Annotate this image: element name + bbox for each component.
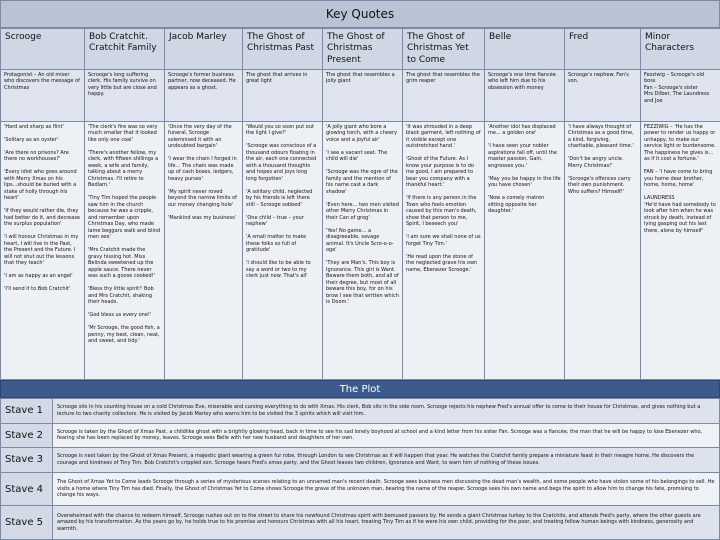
- column-header: The Ghost of Christmas Yet to Come: [403, 29, 485, 70]
- role-cell: Scrooge's former business partner, now deceased. He appears as a ghost.: [168, 71, 236, 91]
- role-cell: Protagonist – An old miser who discovers the message of Christmas: [4, 71, 80, 91]
- stave-summary: Scrooge sits in his counting house on a cold Christmas Eve, miserable and cursing everything to do with Xmas. His clerk, Bob sits in the side room. Scrooge rejects his nephew Fred's annual offer to come to their house for Christmas, and gives nothing but a lecture to two charity collectors. He is visited by Jacob Marley who warns him to be visited the 3 spirits which will visit him.: [53, 399, 720, 424]
- stave-row: [1, 506, 720, 540]
- column-header: Scrooge: [1, 29, 85, 70]
- page-title: Key Quotes: [0, 0, 720, 28]
- key-quotes-table: [0, 28, 720, 380]
- quotes-row: [1, 121, 720, 379]
- quotes-cell: 'I have always thought of Christmas as a good time, a kind, forgiving, charitable, pleasant time.' 'Don't be angry uncle. Merry Christmas!' 'Scrooge's offences carry their own punishment. Who suffers? Himself!': [568, 123, 634, 195]
- stave-label: Stave 5: [1, 506, 53, 540]
- column-header: The Ghost of Christmas Past: [243, 29, 323, 70]
- column-header: Belle: [485, 29, 565, 70]
- role-cell: The ghost that resembles the grim reaper: [406, 71, 480, 85]
- stave-summary: Scrooge is taken by the Ghost of Xmas Past, a childlike ghost with a brightly glowing head, back in time to see his sad lonely boyhood at school and a kind letter from his sister Fan. Scrooge was a fiancée, the man that he will be happy to lose Ebenezer who, fearing she has been replaced by money, leaves. Scrooge sees Belle with her new husband and daughters of her own.: [53, 423, 720, 448]
- plot-table: [0, 398, 720, 540]
- role-cell: Fezziwig – Scrooge's old boss Fan – Scrooge's sister Mrs Dilber, The Laundress and Joe: [644, 71, 710, 104]
- quotes-cell: 'It was shrouded in a deep black garment, left nothing of it visible except one outstretched hand.' 'Ghost of the Future. As I know your purpose is to do me good, I am prepared to bear you company with a thankful heart.' 'If there is any person in the Town who feels emotion caused by this man's death, show that person to me, Spirit, I beseech you' 'I am sure we shall none of us forget Tiny Tim.' 'He read upon the stone of the neglected grave his own name, Ebenezer Scrooge.': [406, 123, 481, 273]
- role-cell: Scrooge's long suffering clerk. His family survive on very little but are close and happy.: [88, 71, 157, 98]
- stave-label: Stave 2: [1, 423, 53, 448]
- quotes-cell: 'Another idol has displaced me... a golden one' 'I have seen your nobler aspirations fall off, until the master passion, Gain, engrosses you.' 'May you be happy in the life you have chosen' 'Now a comely matron sitting opposite her daughter.': [488, 123, 561, 215]
- column-header: Bob Cratchit. Cratchit Family: [85, 29, 165, 70]
- stave-row: [1, 472, 720, 506]
- stave-row: [1, 448, 720, 473]
- column-header: Fred: [565, 29, 641, 70]
- quotes-cell: 'Once the very day of the funeral, Scrooge solemnised it with an undoubted bargain' 'I wear the chain I forged in life... The chain was made up of cash boxes, ledgers, heavy purses' 'My spirit never roved beyond the narrow limits of our money changing hole' 'Mankind was my business': [168, 123, 237, 221]
- stave-label: Stave 4: [1, 472, 53, 506]
- role-row: [1, 69, 720, 121]
- stave-summary: Scrooge is next taken by the Ghost of Xmas Present, a majestic giant wearing a green fur robe, through London to see Christmas as it will happen that year. He watches the Cratchit family prepare a miniature feast in their meagre home. He discovers the courage and kindness of Tiny Tim, Bob Cratchit's crippled son. Scrooge hears Fred's xmas party, and the Ghost leaves two children, Ignorance and Want, to warn him of nothing of these issues.: [53, 448, 720, 473]
- header-row: [1, 29, 720, 70]
- quotes-cell: 'Would you so soon put out the light I give?' 'Scrooge was conscious of a thousand odours floating in the air, each one connected with a thousand thoughts and hopes and joys long long forgotten' 'A solitary child, neglected by his friends is left there still – Scrooge sobbed' 'One child – true – your nephew' 'A small matter to make these folks so full of gratitude' 'I should like to be able to say a word or two to my clerk just now. That's all': [246, 123, 317, 280]
- role-cell: The ghost that arrives in great light: [246, 71, 308, 85]
- column-header: The Ghost of Christmas Present: [323, 29, 403, 70]
- quotes-cell: 'A jolly giant who bore a glowing torch, with a cheery voice and a joyful air' 'I see a vacant seat. The child will die' 'Scrooge was the ogre of the family and the mention of his name cast a dark shadow' 'Even here... two men visited other Merry Christmas in their Can of grog' 'Yes! No game... a disagreeable, savage animal. It's Uncle Scro-o-o-oge' 'They are Man's. This boy is Ignorance. This girl is Want. Beware them both, and all of their degree, but most of all beware this boy, for on his brow I see that written which is Doom.': [326, 123, 399, 306]
- quotes-cell: 'Hard and sharp as flint' 'Solitary as an oyster' 'Are there no prisons? Are there no workhouses?' 'Every idiot who goes around with Merry Xmas on his lips...should be buried with a stake of holly through his heart' 'If they would rather die, they had better do it, and decrease the surplus population' 'I will honour Christmas in my heart, I will live in the Past, the Present and the Future. I will not shut out the lessons that they teach' 'I am as happy as an angel' 'I'll send it to Bob Cratchit': [4, 123, 81, 293]
- quotes-cell: 'The clerk's fire was so very much smaller that it looked like only one coal' 'There's another fellow, my clerk, with fifteen shillings a week, a wife and family, talking about a merry Christmas. I'll retire to Bedlam.' 'Tiny Tim hoped the people saw him in the church because he was a cripple, and remember upon Christmas Day, who made lame beggars walk and blind men see' 'Mrs Cratchit made the gravy hissing hot. Miss Belinda sweetened up the apple sauce. There never was such a goose cooked!' 'Bless thy little spirit!' Bob and Mrs Cratchit, shaking their heads. 'God bless us every one!' 'Mr Scrooge, the good fish, a penny, my best, clean, neat, and sweet, and tidy.': [88, 123, 161, 345]
- column-header: Jacob Marley: [165, 29, 243, 70]
- stave-row: [1, 399, 720, 424]
- stave-summary: Overwhelmed with the chance to redeem himself, Scrooge rushes out on to the street to share his newfound Christmas spirit with bemused passers by. He sends a giant Christmas turkey to the Cratchits, and attends Fred's party, where the other guests are amazed by his transformation. As the years go by, he holds true to his promise and honours Christmas with all his heart, treating Tiny Tim as if he were his own child, providing for the poor, and treating fellow human beings with kindness, generosity and warmth.: [53, 506, 720, 540]
- quotes-cell: FEZZIWIG – 'He has the power to render us happy or unhappy, to make our service light or burdensome. The happiness he gives is... as if it cost a fortune.' FAN – 'I have come to bring you home dear brother, home, home, home' LAUNDRESS 'He'd have had somebody to look after him when he was struck by death, instead of lying gasping out his last there, alone by himself': [644, 123, 716, 234]
- role-cell: The ghost that resembles a jolly giant: [326, 71, 395, 85]
- role-cell: Scrooge's one time fiancée who left him due to his obsession with money: [488, 71, 556, 91]
- stave-summary: The Ghost of Xmas Yet to Come leads Scrooge through a series of mysterious scenes relating to an unnamed man's recent death. Scrooge sees business men discussing the dead man's wealth, and some people who have stolen some of his belongings to sell. He visits a home where Tiny Tim has died. Finally, the Ghost of Christmas Yet to Come shows Scrooge the grave of the unknown man, bearing the name of the reaper. Scrooge sees his own name and begs the spirit to allow him to change his fate, promising to change his ways.: [53, 472, 720, 506]
- role-cell: Scrooge's nephew. Fan's son.: [568, 71, 629, 85]
- stave-label: Stave 3: [1, 448, 53, 473]
- stave-label: Stave 1: [1, 399, 53, 424]
- column-header: Minor Characters: [641, 29, 720, 70]
- stave-row: [1, 423, 720, 448]
- plot-title: The Plot: [0, 380, 720, 398]
